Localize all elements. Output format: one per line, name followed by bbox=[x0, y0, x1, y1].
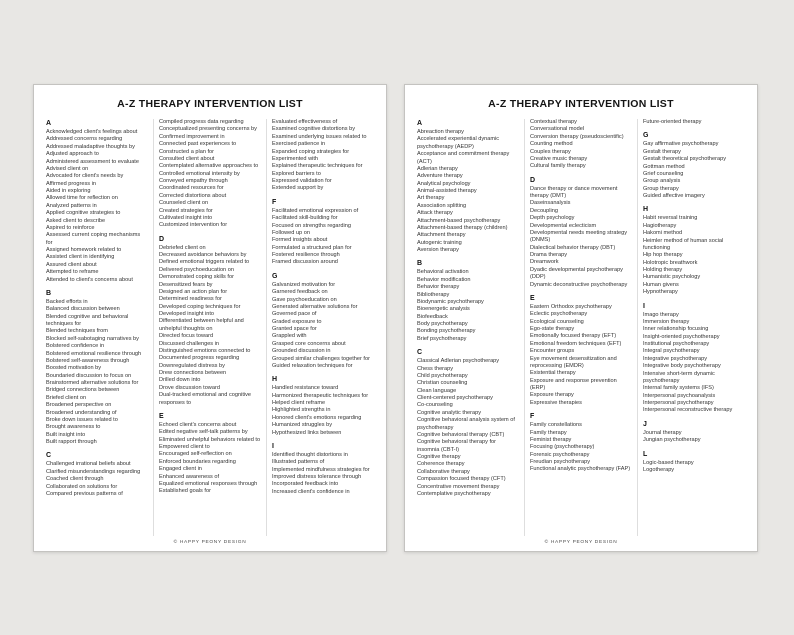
list-item: Attachment therapy bbox=[417, 232, 466, 239]
list-item: Integrative psychotherapy bbox=[643, 355, 708, 362]
list-item: Enhanced awareness of bbox=[159, 473, 220, 480]
list-item: Developed insight into bbox=[159, 311, 215, 317]
list-item: Exposure therapy bbox=[530, 392, 574, 399]
list-item: Behavioral activation bbox=[417, 269, 469, 276]
list-item: Attended to client's concerns about bbox=[46, 276, 133, 283]
list-item: Developmental eclecticism bbox=[530, 222, 597, 229]
list-item: Designed an action plan for bbox=[159, 288, 228, 295]
list-item: Existential therapy bbox=[530, 370, 576, 377]
list-item: Consulted client about bbox=[159, 155, 215, 162]
list-item: Bridged connections between bbox=[46, 387, 120, 394]
list-item: Attachment-based psychotherapy bbox=[417, 217, 501, 224]
list-item: Interpersonal reconstructive therapy bbox=[643, 407, 733, 414]
list-item: Imago therapy bbox=[643, 311, 679, 318]
list-item: Grounded discussion in bbox=[272, 348, 331, 355]
list-item: Blended techniques from bbox=[46, 328, 108, 335]
section-letter: A bbox=[46, 120, 52, 127]
list-item: Co-counseling bbox=[417, 402, 453, 409]
list-item: Concentrative movement therapy bbox=[417, 483, 500, 490]
list-item: Grasped core concerns about bbox=[272, 340, 346, 347]
page-title: A-Z THERAPY INTERVENTION LIST bbox=[488, 98, 674, 110]
footer-credit: © HAPPY PEONY DESIGN bbox=[173, 540, 247, 545]
list-item: Conversion therapy (pseudoscientific) bbox=[530, 133, 624, 140]
section-letter: G bbox=[643, 132, 649, 140]
list-item: Allowed time for reflection on bbox=[46, 195, 118, 202]
list-item: Gestalt therapy bbox=[643, 148, 681, 155]
list-item: Blocked self-sabotaging narratives by bbox=[46, 335, 139, 342]
list-item: Encounter groups bbox=[530, 348, 575, 355]
list-item: Ecological counseling bbox=[530, 318, 584, 325]
list-item: Drama therapy bbox=[530, 252, 567, 258]
list-item: Logic-based therapy bbox=[643, 459, 694, 466]
list-item: Journal therapy bbox=[643, 429, 682, 436]
list-item: Couples therapy bbox=[530, 148, 571, 155]
list-item: Determined readiness for bbox=[159, 296, 222, 303]
list-item: Human givens bbox=[643, 281, 679, 288]
list-item: Examined underlying issues related to bbox=[272, 133, 367, 140]
list-item: Gave psychoeducation on bbox=[272, 296, 337, 303]
list-item: Discussed challenges in bbox=[159, 340, 220, 347]
list-item: Advocated for client's needs by bbox=[46, 173, 124, 180]
list-item: Formed insights about bbox=[272, 237, 328, 244]
list-item: Acceptance and commitment therapy (ACT) bbox=[417, 151, 510, 165]
list-item: Honored client's emotions regarding bbox=[272, 414, 362, 421]
list-item: Client-centered psychotherapy bbox=[417, 395, 493, 401]
list-item: Built insight into bbox=[46, 431, 86, 438]
list-item: Cultural family therapy bbox=[530, 163, 586, 170]
list-item: Focused on strengths regarding bbox=[272, 222, 351, 229]
list-item: Conversational model bbox=[530, 126, 585, 133]
list-item: Boosted motivation by bbox=[46, 365, 102, 372]
list-item: Analytical psychology bbox=[417, 180, 471, 187]
column bbox=[267, 119, 376, 536]
list-item: Inner relationship focusing bbox=[643, 326, 709, 333]
list-item: Decoupling bbox=[530, 207, 558, 214]
list-item: Eastern Orthodox psychotherapy bbox=[530, 303, 612, 310]
column bbox=[154, 119, 267, 536]
list-item: Confirmed improvement in bbox=[159, 133, 225, 140]
list-item: Followed up on bbox=[272, 229, 310, 236]
list-item: Classical Adlerian psychotherapy bbox=[417, 358, 500, 365]
list-item: Blended cognitive and behavioral techniques for bbox=[46, 313, 129, 327]
list-item: Cognitive therapy bbox=[417, 454, 461, 460]
list-item: Downregulated distress by bbox=[159, 362, 225, 369]
section-letter: B bbox=[417, 260, 423, 268]
list-item: Drew connections between bbox=[159, 370, 227, 376]
list-item: Cognitive behavioral analysis system of psychotherapy bbox=[417, 417, 515, 431]
list-item: Functional analytic psychotherapy (FAP) bbox=[530, 466, 631, 473]
list-item: Eclectic psychotherapy bbox=[530, 311, 588, 318]
list-item: Evaluated effectiveness of bbox=[272, 119, 338, 125]
list-item: Decreased avoidance behaviors by bbox=[159, 252, 247, 258]
list-item: Galvanized motivation for bbox=[272, 281, 336, 288]
list-item: Eliminated unhelpful behaviors related to bbox=[159, 436, 261, 443]
list-item: Helped client reframe bbox=[272, 400, 326, 406]
list-item: Group analysis bbox=[643, 178, 681, 185]
list-item: Developed coping techniques for bbox=[159, 303, 241, 310]
list-item: Expanded coping strategies for bbox=[272, 148, 350, 155]
section-letter: C bbox=[46, 452, 52, 460]
list-item: Improved distress tolerance through bbox=[272, 474, 362, 480]
section-letter: G bbox=[272, 272, 278, 280]
list-item: Intensive short-term dynamic psychotherapy bbox=[643, 370, 715, 384]
page-title: A-Z THERAPY INTERVENTION LIST bbox=[117, 98, 303, 110]
list-item: Guided affective imagery bbox=[643, 193, 705, 199]
list-item: Fostered resilience through bbox=[272, 252, 340, 258]
list-item: Coherence therapy bbox=[417, 461, 465, 468]
list-item: Gay affirmative psychotherapy bbox=[643, 141, 719, 148]
list-item: Formulated a structured plan for bbox=[272, 244, 352, 251]
list-item: Explained therapeutic techniques for bbox=[272, 163, 363, 170]
list-item: Emotionally focused therapy (EFT) bbox=[530, 333, 617, 340]
list-item: Dialectical behavior therapy (DBT) bbox=[530, 244, 616, 251]
list-item: Edited negative self-talk patterns by bbox=[159, 429, 248, 436]
list-item: Equalized emotional responses through bbox=[159, 480, 258, 487]
list-item: Dreamwork bbox=[530, 259, 559, 266]
list-item: Coordinated resources for bbox=[159, 185, 224, 192]
section-letter: I bbox=[272, 442, 274, 450]
list-item: Assigned homework related to bbox=[46, 247, 122, 253]
section-letter: I bbox=[643, 302, 645, 310]
list-item: Constructed a plan for bbox=[159, 148, 215, 155]
list-item: Extended support by bbox=[272, 185, 324, 192]
list-item: Broadened understanding of bbox=[46, 409, 117, 416]
list-item: Contemplated alternative approaches to bbox=[159, 163, 259, 170]
list-item: Integral psychotherapy bbox=[643, 348, 700, 355]
list-item: Empowered client to bbox=[159, 444, 210, 450]
list-item: Chess therapy bbox=[417, 365, 454, 372]
list-item: Hip hop therapy bbox=[643, 252, 683, 259]
list-item: Dynamic deconstructive psychotherapy bbox=[530, 281, 628, 288]
list-item: Guided relaxation techniques for bbox=[272, 362, 353, 369]
list-item: Ego-state therapy bbox=[530, 326, 575, 332]
section-letter: A bbox=[417, 120, 423, 127]
list-item: Feminist therapy bbox=[530, 436, 572, 443]
list-item: Brainstormed alternative solutions for bbox=[46, 380, 139, 386]
section-letter: D bbox=[530, 176, 536, 184]
list-item: Balanced discussion between bbox=[46, 306, 120, 313]
list-item: Clarified misunderstandings regarding bbox=[46, 468, 141, 475]
list-item: Compared previous patterns of bbox=[46, 490, 123, 497]
list-item: Hypothesized links between bbox=[272, 429, 342, 436]
list-item: Future-oriented therapy bbox=[643, 119, 702, 125]
list-item: Creative music therapy bbox=[530, 155, 588, 162]
list-item: Incorporated feedback into bbox=[272, 481, 339, 488]
list-item: Expressive therapies bbox=[530, 399, 582, 406]
list-item: Abreaction therapy bbox=[417, 129, 464, 135]
columns bbox=[415, 119, 747, 536]
list-item: Association splitting bbox=[417, 202, 467, 209]
list-item: Facilitated skill-building for bbox=[272, 215, 338, 222]
list-item: Coached client through bbox=[46, 476, 104, 483]
list-item: Aspired to reinforce bbox=[46, 224, 95, 231]
list-item: Advised client on bbox=[46, 165, 89, 172]
list-item: Expressed validation for bbox=[272, 178, 332, 184]
list-item: Exposure and response prevention (ERP) bbox=[530, 377, 617, 391]
list-item: Counting method bbox=[530, 141, 573, 148]
list-item: Holotropic breathwork bbox=[643, 259, 698, 266]
list-item: Grief counseling bbox=[643, 170, 684, 177]
list-item: Humanistic psychology bbox=[643, 274, 701, 281]
list-item: Institutional psychotherapy bbox=[643, 341, 710, 347]
list-item: Broadened perspective on bbox=[46, 402, 112, 409]
section-letter: L bbox=[643, 450, 648, 458]
list-item: Attack therapy bbox=[417, 210, 453, 217]
list-item: Grappled with bbox=[272, 333, 307, 340]
list-item: Collaborative therapy bbox=[417, 468, 470, 475]
list-item: Clean language bbox=[417, 387, 457, 394]
list-item: Increased client's confidence in bbox=[272, 488, 350, 495]
list-item: Backed efforts in bbox=[46, 298, 88, 305]
section-letter: E bbox=[530, 294, 535, 302]
list-item: Asked client to describe bbox=[46, 217, 106, 224]
list-item: Biofeedback bbox=[417, 313, 448, 320]
section-letter: F bbox=[272, 198, 277, 206]
column bbox=[638, 119, 747, 536]
list-item: Differentiated between helpful and unhelpful thoughts on bbox=[159, 318, 244, 332]
list-item: Emotional freedom techniques (EFT) bbox=[530, 340, 622, 347]
list-item: Boundaried discussion to focus on bbox=[46, 372, 132, 379]
list-item: Forensic psychotherapy bbox=[530, 451, 590, 458]
list-item: Compiled progress data regarding bbox=[159, 119, 244, 125]
list-item: Distinguished emotions connected to bbox=[159, 347, 251, 354]
list-item: Accelerated experiential dynamic psychotherapy (AEDP) bbox=[417, 136, 500, 150]
list-item: Customized intervention for bbox=[159, 222, 228, 229]
list-item: Animal-assisted therapy bbox=[417, 188, 477, 194]
list-item: Addressed maladaptive thoughts by bbox=[46, 143, 135, 150]
list-item: Connected past experiences to bbox=[159, 141, 237, 148]
list-item: Insight-oriented psychotherapy bbox=[643, 333, 720, 340]
list-item: Aversion therapy bbox=[417, 247, 459, 253]
list-item: Adventure therapy bbox=[417, 173, 463, 180]
list-item: Conveyed empathy through bbox=[159, 178, 228, 184]
list-item: Aided in exploring bbox=[46, 188, 91, 194]
list-item: Humanized struggles by bbox=[272, 422, 333, 429]
list-item: Handled resistance toward bbox=[272, 385, 339, 392]
column bbox=[44, 119, 154, 536]
list-item: Interpersonal psychotherapy bbox=[643, 400, 714, 406]
list-item: Debriefed client on bbox=[159, 244, 206, 251]
list-item: Jungian psychotherapy bbox=[643, 437, 701, 444]
list-item: Illustrated patterns of bbox=[272, 459, 325, 466]
list-item: Addressed concerns regarding bbox=[46, 136, 123, 143]
list-item: Gottman method bbox=[643, 163, 685, 170]
list-item: Assisted client in identifying bbox=[46, 254, 115, 261]
list-item: Child psychotherapy bbox=[417, 372, 468, 379]
list-item: Grouped similar challenges together for bbox=[272, 355, 370, 362]
list-item: Hypnotherapy bbox=[643, 289, 678, 296]
list-item: Hakomi method bbox=[643, 230, 683, 237]
list-item: Experimented with bbox=[272, 155, 319, 162]
list-item: Bolstered confidence in bbox=[46, 343, 105, 350]
list-item: Brief psychotherapy bbox=[417, 335, 467, 342]
list-item: Desensitized fears by bbox=[159, 281, 213, 288]
list-item: Heimler method of human social functioning bbox=[643, 237, 724, 251]
list-item: Conceptualized presenting concerns by bbox=[159, 126, 257, 133]
list-item: Collaborated on solutions for bbox=[46, 483, 118, 490]
list-item: Implemented mindfulness strategies for bbox=[272, 466, 370, 473]
page-spread bbox=[33, 84, 758, 552]
footer-credit: © HAPPY PEONY DESIGN bbox=[544, 540, 618, 545]
list-item: Corrected distortions about bbox=[159, 192, 227, 199]
column bbox=[415, 119, 525, 536]
list-item: Biodynamic psychotherapy bbox=[417, 298, 484, 305]
section-letter: J bbox=[643, 420, 647, 428]
list-item: Drove discussion toward bbox=[159, 384, 220, 391]
list-item: Brought awareness to bbox=[46, 424, 101, 431]
list-item: Gestalt theoretical psychotherapy bbox=[643, 156, 727, 163]
list-item: Assured client about bbox=[46, 261, 97, 268]
list-item: Assessed current coping mechanisms for bbox=[46, 232, 141, 246]
list-item: Family constellations bbox=[530, 422, 582, 429]
section-letter: D bbox=[159, 235, 165, 243]
list-item: Depth psychology bbox=[530, 215, 575, 222]
list-item: Bolstered self-awareness through bbox=[46, 357, 130, 364]
list-item: Harmonized therapeutic techniques for bbox=[272, 392, 369, 399]
section-letter: B bbox=[46, 289, 52, 297]
list-item: Developmental needs meeting strategy (DNMS) bbox=[530, 229, 628, 244]
list-item: Behavior modification bbox=[417, 276, 471, 283]
list-item: Interpersonal psychoanalysis bbox=[643, 392, 716, 399]
list-item: Encouraged self-reflection on bbox=[159, 451, 232, 458]
list-item: Habit reversal training bbox=[643, 215, 698, 222]
list-item: Exercised patience in bbox=[272, 141, 326, 148]
list-item: Dyadic developmental psychotherapy (DDP) bbox=[530, 266, 623, 281]
list-item: Facilitated emotional expression of bbox=[272, 207, 359, 214]
list-item: Autogenic training bbox=[417, 239, 462, 246]
list-item: Identified thought distortions in bbox=[272, 451, 348, 458]
right-page bbox=[404, 84, 758, 552]
list-item: Documented progress regarding bbox=[159, 355, 240, 362]
list-item: Eye movement desensitization and reprocessing (EMDR) bbox=[530, 355, 617, 369]
list-item: Internal family systems (IFS) bbox=[643, 385, 714, 392]
list-item: Dance therapy or dance movement therapy (DMT) bbox=[530, 185, 618, 199]
list-item: Attempted to reframe bbox=[46, 269, 99, 276]
list-item: Daseinsanalysis bbox=[530, 200, 571, 207]
list-item: Logotherapy bbox=[643, 466, 675, 473]
list-item: Graded exposure to bbox=[272, 318, 322, 325]
list-item: Directed focus toward bbox=[159, 333, 214, 340]
list-item: Contemplative psychotherapy bbox=[417, 490, 491, 497]
list-item: Enforced boundaries regarding bbox=[159, 458, 236, 465]
list-item: Cognitive behavioral therapy for insomnia (CBT-I) bbox=[417, 439, 496, 453]
section-letter: E bbox=[159, 412, 164, 420]
list-item: Broke down issues related to bbox=[46, 416, 118, 423]
list-item: Established goals for bbox=[159, 488, 211, 495]
list-item: Bonding psychotherapy bbox=[417, 328, 476, 335]
list-item: Attachment-based therapy (children) bbox=[417, 224, 508, 231]
list-item: Challenged irrational beliefs about bbox=[46, 461, 131, 468]
list-item: Created strategies for bbox=[159, 207, 213, 214]
list-item: Granted space for bbox=[272, 326, 317, 332]
list-item: Engaged client in bbox=[159, 466, 202, 473]
columns bbox=[44, 119, 376, 536]
list-item: Affirmed progress in bbox=[46, 180, 96, 187]
list-item: Echoed client's concerns about bbox=[159, 421, 237, 428]
section-letter: F bbox=[530, 413, 535, 421]
list-item: Group therapy bbox=[643, 185, 679, 192]
list-item: Cognitive analytic therapy bbox=[417, 409, 482, 416]
list-item: Generated alternative solutions for bbox=[272, 303, 358, 310]
list-item: Examined cognitive distortions by bbox=[272, 126, 356, 133]
list-item: Integrative body psychotherapy bbox=[643, 363, 721, 370]
list-item: Holding therapy bbox=[643, 267, 683, 273]
list-item: Compassion focused therapy (CFT) bbox=[417, 476, 506, 483]
list-item: Acknowledged client's feelings about bbox=[46, 129, 138, 135]
list-item: Counseled client on bbox=[159, 200, 209, 207]
left-page bbox=[33, 84, 387, 552]
list-item: Explored barriers to bbox=[272, 170, 321, 177]
list-item: Administered assessment to evaluate bbox=[46, 158, 139, 165]
list-item: Framed discussion around bbox=[272, 259, 338, 266]
list-item: Focusing (psychotherapy) bbox=[530, 444, 595, 451]
list-item: Body psychotherapy bbox=[417, 321, 468, 327]
list-item: Bioenergetic analysis bbox=[417, 306, 470, 313]
list-item: Applied cognitive strategies to bbox=[46, 210, 121, 217]
list-item: Built rapport through bbox=[46, 439, 97, 445]
list-item: Governed pace of bbox=[272, 311, 317, 318]
list-item: Cultivated insight into bbox=[159, 214, 213, 221]
list-item: Freudian psychotherapy bbox=[530, 459, 591, 465]
list-item: Drilled down into bbox=[159, 377, 201, 384]
list-item: Dual-tracked emotional and cognitive responses to bbox=[159, 392, 252, 406]
list-item: Bolstered emotional resilience through bbox=[46, 350, 142, 357]
list-item: Bibliotherapy bbox=[417, 291, 450, 298]
list-item: Analyzed patterns in bbox=[46, 202, 97, 209]
list-item: Adjusted approach to bbox=[46, 151, 99, 158]
list-item: Highlighted strengths in bbox=[272, 407, 331, 414]
list-item: Garnered feedback on bbox=[272, 289, 328, 296]
list-item: Adlerian therapy bbox=[417, 165, 458, 172]
list-item: Christian counseling bbox=[417, 380, 468, 387]
list-item: Contextual therapy bbox=[530, 119, 577, 125]
section-letter: H bbox=[272, 376, 278, 384]
list-item: Demonstrated coping skills for bbox=[159, 274, 234, 281]
list-item: Cognitive behavioral therapy (CBT) bbox=[417, 431, 505, 438]
list-item: Briefed client on bbox=[46, 394, 87, 401]
list-item: Behavior therapy bbox=[417, 284, 460, 291]
list-item: Defined emotional triggers related to bbox=[159, 259, 250, 266]
list-item: Delivered psychoeducation on bbox=[159, 266, 234, 273]
list-item: Immersion therapy bbox=[643, 318, 690, 325]
list-item: Art therapy bbox=[417, 195, 445, 202]
list-item: Controlled emotional intensity by bbox=[159, 170, 240, 177]
column bbox=[525, 119, 638, 536]
section-letter: H bbox=[643, 206, 649, 214]
list-item: Hagiotherapy bbox=[643, 222, 677, 229]
section-letter: C bbox=[417, 349, 423, 357]
list-item: Family therapy bbox=[530, 429, 567, 436]
